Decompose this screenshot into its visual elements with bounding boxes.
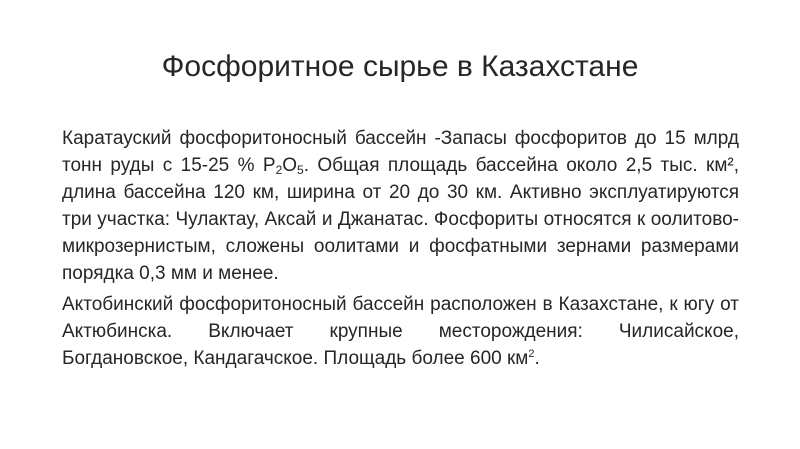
paragraph-karatau — [62, 125, 739, 287]
formula-o-subscript: 5 — [297, 163, 304, 177]
slide-title: Фосфоритное сырье в Казахстане — [161, 50, 639, 83]
paragraph-aktobe-text-2: . — [534, 348, 540, 369]
paragraph-aktobe — [62, 291, 739, 372]
formula-o: O — [282, 155, 298, 176]
formula-p: P — [262, 155, 276, 176]
paragraph-aktobe-text-1: Актобинский фосфоритоносный бассейн расположен в Казахстане, к югу от Актюбинска. Включает крупные месторождения: Чилисайское, Богдановское, Кандагачское. Площадь более 600 км — [62, 294, 739, 369]
slide-body — [62, 125, 739, 372]
paragraph-karatau-text-1: Каратауский фосфоритоносный бассейн -Запасы фосфоритов до 15 млрд тонн руды с 15-25 % — [62, 128, 739, 176]
formula-p-subscript: 2 — [275, 163, 283, 177]
area-unit-superscript: 2 — [528, 348, 535, 360]
paragraph-karatau-text-2: . Общая площадь бассейна около 2,5 тыс. км², длина бассейна 120 км, ширина от 20 до 30 км. Активно эксплуатируются три участка: Чулактау, Аксай и Джанатас. Фосфориты относятся к оолитово-микрозернистым, сложены оолитами и фосфатными зернами размерами порядка 0,3 мм и менее. — [62, 155, 739, 284]
